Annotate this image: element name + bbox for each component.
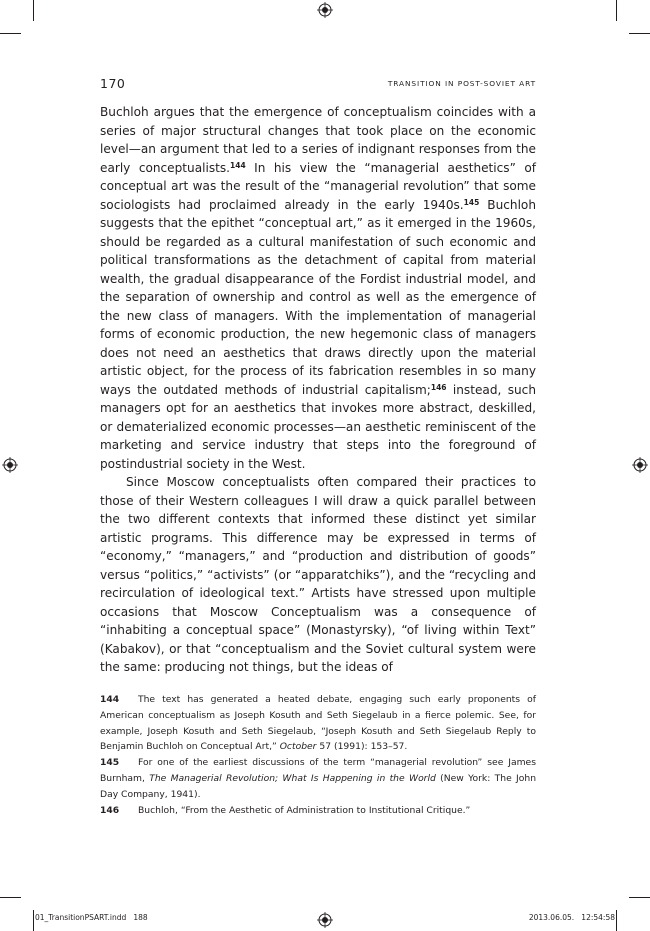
footnote-number: 144 [100,694,120,705]
footnote-text: Buchloh, “From the Aesthetic of Administration to Institutional Critique.” [138,804,471,816]
paragraph-1-text-d: instead, such managers opt for an aesthetics that invokes more abstract, deskilled, or dematerialized economic processes—an aesthetic reminiscent of the marketing and service industry that steps into the foreground of postindustrial society in the West. [100,382,536,471]
crop-mark-top-left-h [0,33,21,34]
running-head: TRANSITION IN POST-SOVIET ART [387,79,536,88]
registration-mark-top-icon [317,2,333,18]
page-header [100,76,536,94]
slug-filename: 01_TransitionPSART.indd 188 [35,913,148,922]
paragraph-1-text-c: Buchloh suggests that the epithet “conceptual art,” as it emerged in the 1960s, should be regarded as a cultural manifestation of such economic and political transformations as the detachment of capital from material wealth, the gradual disappearance of the Fordist industrial model, and the separation of ownership and control as well as the emergence of the new class of managers. With the implementation of managerial forms of economic production, the new hegemonic class of managers does not need an aesthetics that draws directly upon the material artistic object, for the process of its fabrication resembles in so many ways the outdated methods of industrial capitalism; [100,197,536,397]
registration-mark-right-icon [632,457,648,473]
registration-mark-left-icon [2,457,18,473]
crop-mark-bottom-left-h [0,897,21,898]
footnote-ref-146[interactable]: 146 [430,382,447,392]
footnote-text-end: (New York: The John Day Company, 1941). [100,772,537,800]
slug-timestamp: 2013.06.05. 12:54:58 [528,913,615,922]
footnote-text: For one of the earliest discussions of the term “managerial revolution” see James Burnham, [100,757,536,784]
crop-mark-bottom-right-v [616,910,617,931]
paragraph-1-text-b: In his view the “managerial aesthetics” of conceptual art was the result of the “managerial revolution” that some sociologists had proclaimed already in the early 1940s. [100,160,537,212]
footnotes [100,692,536,818]
crop-mark-bottom-left-v [33,910,34,931]
page-number: 170 [100,76,126,91]
footnote-145 [100,755,536,802]
footnote-number: 145 [100,757,120,769]
paragraph-2: Since Moscow conceptualists often compared their practices to those of their Western colleagues I will draw a quick parallel between the two different contexts that informed these distinct yet similar artistic programs. This difference may be expressed in terms of “economy,” “managers,” and “production and distribution of goods” versus “politics,” “activists” (or “apparatchiks”), and the “recycling and recirculation of ideological text.” Artists have stressed upon multiple occasions that Moscow Conceptualism was a consequence of “inhabiting a conceptual space” (Monastyrsky), “of living within Text” (Kabakov), or that “conceptualism and the Soviet cultural system were the same: producing not things, but the ideas of [100,475,536,674]
body-text [100,103,536,677]
footnote-text: The text has generated a heated debate, engaging such early proponents of American conceptualism as Joseph Kosuth and Seth Siegelaub in a fierce polemic. See, for example, Joseph Kosuth and Seth Siegelaub, “Joseph Kosuth and Seth Siegelaub Reply to Benjamin Buchloh on Conceptual Art,” [100,694,536,753]
paragraph-1-text-a: Buchloh argues that the emergence of conceptualism coincides with a series of major structural changes that took place on the economic level—an argument that led to a series of indignant responses from the early conceptualists. [100,105,536,175]
footnote-number: 146 [100,804,120,816]
footnote-italic: The Managerial Revolution; What Is Happening in the World [149,772,436,784]
registration-mark-bottom-icon [317,912,333,928]
crop-mark-bottom-right-h [629,897,650,898]
footnote-144 [100,692,536,755]
crop-mark-top-left-v [33,0,34,21]
footnote-text-end: 57 (1991): 153–57. [316,741,408,753]
crop-mark-top-right-v [616,0,617,21]
footnote-ref-145[interactable]: 145 [463,197,480,207]
paragraph-1 [100,103,536,473]
crop-mark-top-right-h [629,33,650,34]
footnote-146 [100,803,536,819]
footnote-italic: October [279,741,317,753]
footnote-ref-144[interactable]: 144 [230,160,246,170]
